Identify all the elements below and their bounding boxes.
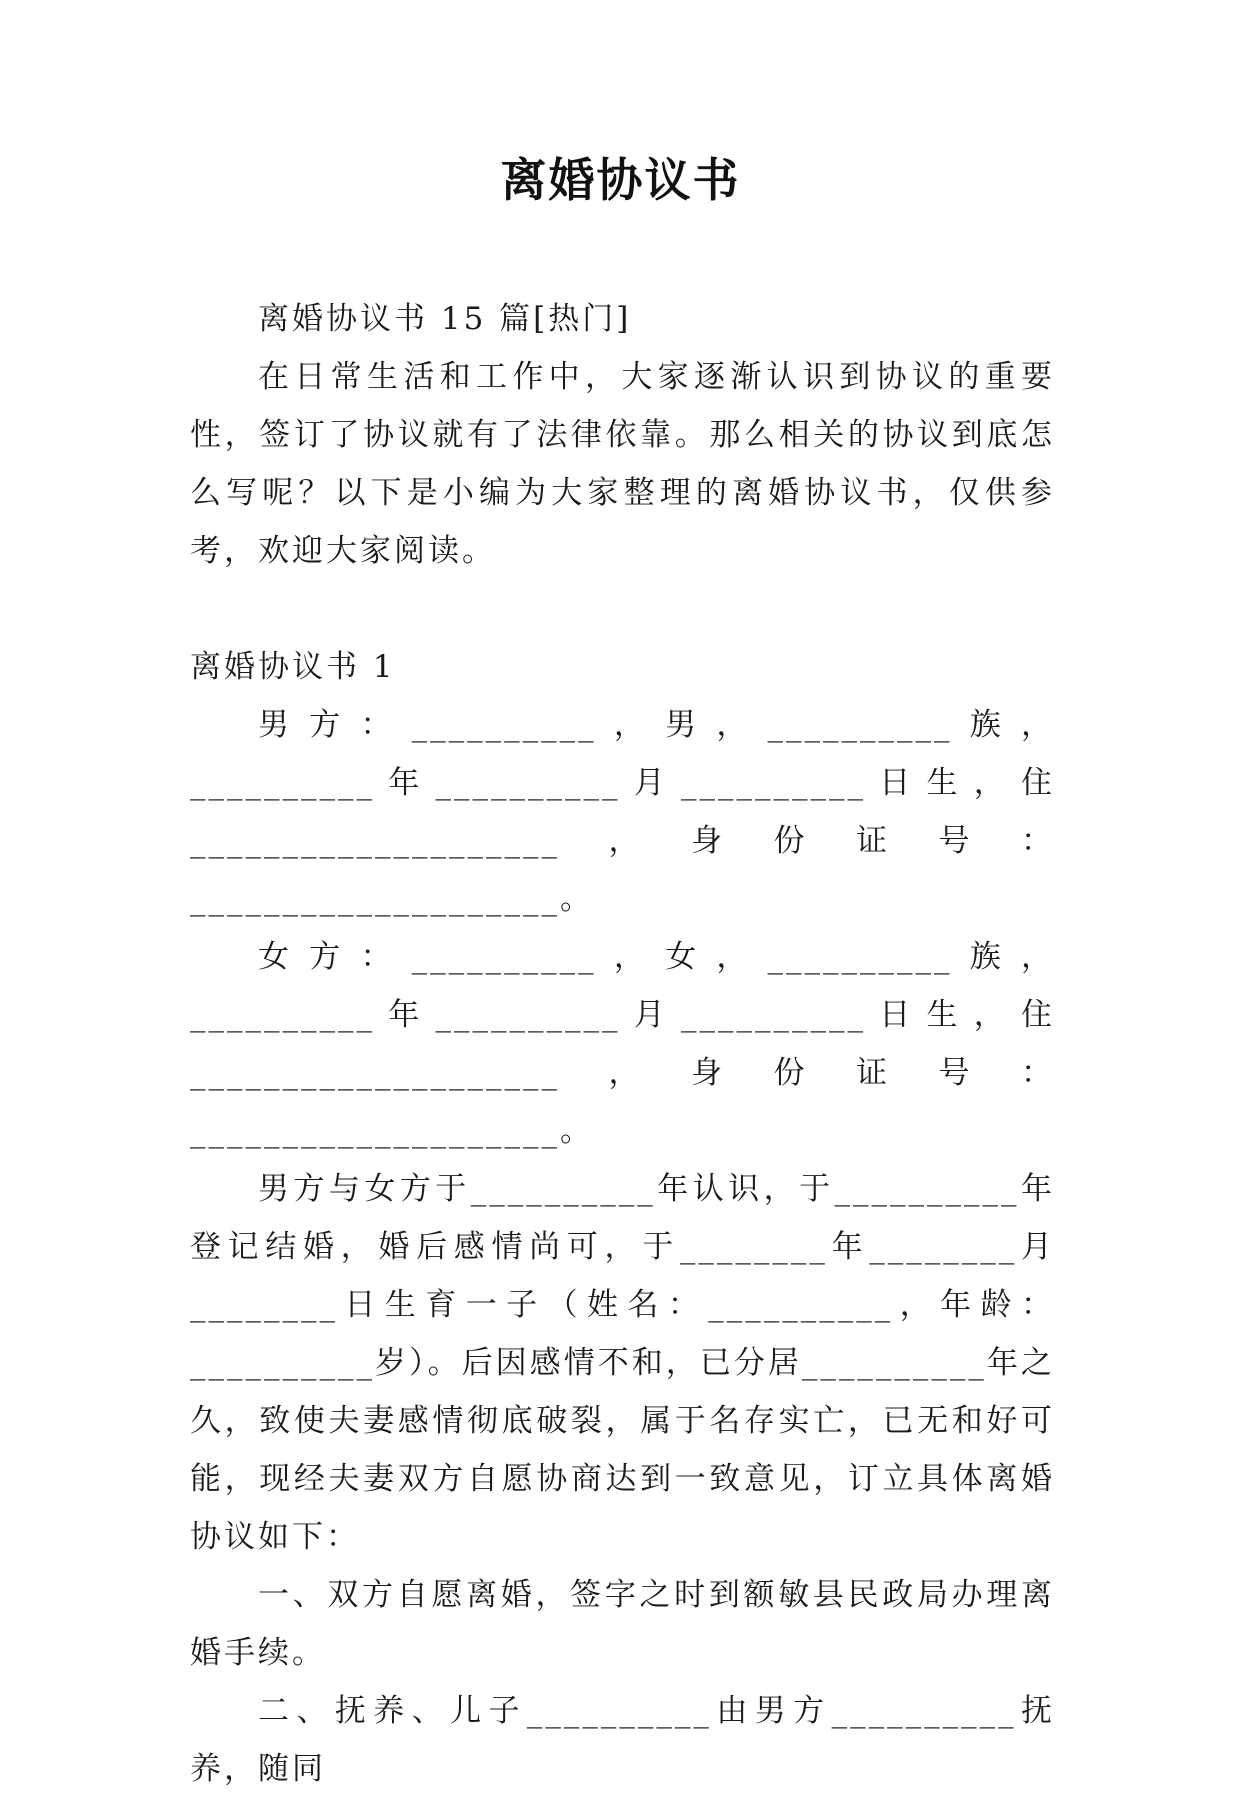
- female-party-paragraph: 女方：__________，女，__________族，__________年__________月__________日生，住____________________，身份证号：____________________。: [190, 939, 1055, 1149]
- clause-2-paragraph: 二、抚养、儿子__________由男方__________抚养，随同: [190, 1693, 1055, 1787]
- intro-paragraph: 在日常生活和工作中，大家逐渐认识到协议的重要性，签订了协议就有了法律依靠。那么相关的协议到底怎么写呢？以下是小编为大家整理的离婚协议书，仅供参考，欢迎大家阅读。: [190, 359, 1055, 569]
- male-party-paragraph: 男方：__________，男，__________族，__________年__________月__________日生，住____________________，身份证号：____________________。: [190, 707, 1055, 917]
- document-subtitle: 离婚协议书 15 篇[热门]: [258, 301, 632, 337]
- section-heading: 离婚协议书 1: [190, 649, 396, 685]
- document-title: 离婚协议书: [500, 153, 741, 207]
- clause-1-paragraph: 一、双方自愿离婚，签字之时到额敏县民政局办理离婚手续。: [190, 1577, 1055, 1671]
- document-body: [190, 290, 1055, 1798]
- marriage-background-paragraph: 男方与女方于__________年认识，于__________年登记结婚，婚后感情尚可，于________年________月________日生育一子（姓名：__________，年龄：__________岁）。后因感情不和，已分居__________年之久，致使夫妻感情彻底破裂，属于名存实亡，已无和好可能，现经夫妻双方自愿协商达到一致意见，订立具体离婚协议如下：: [190, 1171, 1055, 1555]
